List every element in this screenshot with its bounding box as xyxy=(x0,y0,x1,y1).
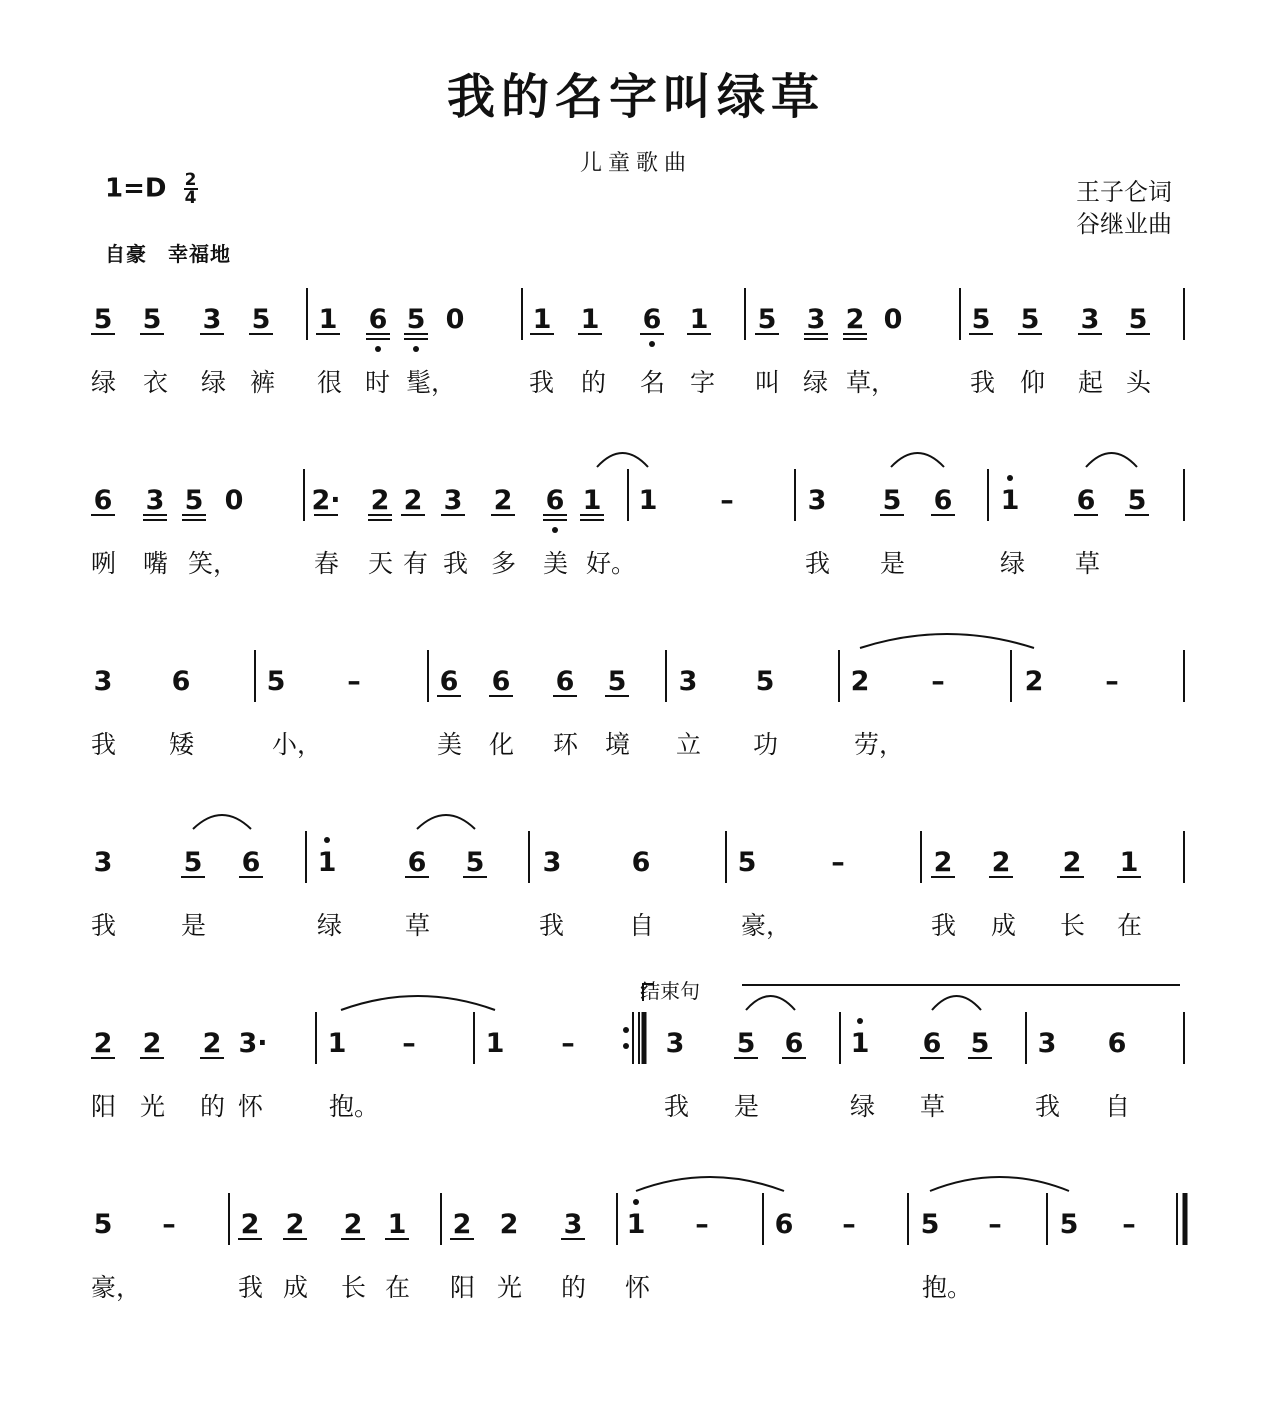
lyric-char: 抱。 xyxy=(922,1273,973,1302)
note-1: 1 xyxy=(485,1028,505,1059)
lyric-char: 立 xyxy=(676,730,702,759)
time-signature-top: 2 xyxy=(184,170,197,190)
low-octave-dot xyxy=(552,527,558,533)
lyric-char: 草 xyxy=(920,1092,946,1121)
lyric-char: 名 xyxy=(640,368,666,397)
lyric-char: 绿 xyxy=(91,368,117,397)
ending-label: 结束句 xyxy=(640,979,700,1003)
lyric-char: 头 xyxy=(1126,368,1152,397)
lyric-char: 衣 xyxy=(143,368,169,397)
note-2: 2 xyxy=(93,1028,113,1059)
lyric-char: 草， xyxy=(846,368,897,397)
note-1: 1 xyxy=(318,304,338,335)
note-2: 2 xyxy=(370,485,390,516)
lyric-char: 阳 xyxy=(450,1273,476,1302)
lyric-char: 仰 xyxy=(1020,368,1046,397)
lyric-char: 美 xyxy=(543,549,569,578)
note-2: 2 xyxy=(1024,666,1044,697)
time-signature-bottom: 4 xyxy=(184,188,197,208)
note-6: 6 xyxy=(933,485,953,516)
high-octave-dot xyxy=(857,1018,863,1024)
note-5: 5 xyxy=(1127,485,1147,516)
note-3: 3 xyxy=(443,485,463,516)
note-2: 2 xyxy=(845,304,865,335)
note-1: 1 xyxy=(638,485,658,516)
lyric-char: 怀 xyxy=(625,1273,651,1302)
lyric-char: 咧 xyxy=(91,549,117,578)
lyric-char: 绿 xyxy=(317,911,343,940)
note-6: 6 xyxy=(407,847,427,878)
note-5: 5 xyxy=(266,666,286,697)
note-5: 5 xyxy=(184,485,204,516)
note-3: 3 xyxy=(202,304,222,335)
note-3: 3 xyxy=(145,485,165,516)
slur xyxy=(417,815,475,829)
note-3: 3 xyxy=(93,666,113,697)
note-2: 2 xyxy=(991,847,1011,878)
lyric-char: 有 xyxy=(403,549,429,578)
tempo-marking: 自豪 幸福地 xyxy=(105,242,231,266)
lyric-char: 字 xyxy=(690,368,716,397)
lyric-char: 光 xyxy=(140,1092,166,1121)
note-6: 6 xyxy=(439,666,459,697)
lyric-char: 我 xyxy=(539,911,565,940)
note-6: 6 xyxy=(368,304,388,335)
note-1: 1 xyxy=(387,1209,407,1240)
note-2: 2 xyxy=(240,1209,260,1240)
note-5: 5 xyxy=(93,1209,113,1240)
note-dash: – xyxy=(1105,666,1119,697)
note-1: 1 xyxy=(850,1028,870,1059)
note-0: 0 xyxy=(883,304,903,335)
lyric-char: 我 xyxy=(805,549,831,578)
high-octave-dot xyxy=(633,1199,639,1205)
note-6: 6 xyxy=(241,847,261,878)
lyric-char: 我 xyxy=(91,911,117,940)
lyric-char: 春 xyxy=(314,549,340,578)
lyric-char: 我 xyxy=(443,549,469,578)
lyric-char: 阳 xyxy=(91,1092,117,1121)
note-6: 6 xyxy=(545,485,565,516)
note-6: 6 xyxy=(1076,485,1096,516)
note-dash: – xyxy=(695,1209,709,1240)
note-5: 5 xyxy=(1020,304,1040,335)
slur xyxy=(636,1177,784,1191)
note-dash: – xyxy=(720,485,734,516)
note-2: 2 xyxy=(493,485,513,516)
lyric-char: 我 xyxy=(1035,1092,1061,1121)
note-5: 5 xyxy=(1128,304,1148,335)
note-dash: – xyxy=(347,666,361,697)
lyric-char: 时 xyxy=(365,368,391,397)
lyric-char: 小， xyxy=(272,730,323,759)
slur xyxy=(891,453,944,467)
note-1: 1 xyxy=(317,847,337,878)
lyric-char: 我 xyxy=(529,368,555,397)
slur xyxy=(193,815,251,829)
lyric-char: 绿 xyxy=(803,368,829,397)
lyric-char: 抱。 xyxy=(329,1092,380,1121)
lyric-char: 我 xyxy=(91,730,117,759)
lyric-char: 的 xyxy=(200,1092,226,1121)
note-2: 2 xyxy=(933,847,953,878)
note-6: 6 xyxy=(555,666,575,697)
note-dash: – xyxy=(931,666,945,697)
lyric-char: 髦， xyxy=(406,368,457,397)
note-3: 3 xyxy=(1037,1028,1057,1059)
lyric-char: 成 xyxy=(991,911,1017,940)
note-6: 6 xyxy=(93,485,113,516)
note-3: 3 xyxy=(563,1209,583,1240)
slur xyxy=(930,1177,1069,1191)
lyric-char: 功 xyxy=(753,730,779,759)
lyric-char: 劳， xyxy=(854,730,905,759)
note-3: 3 xyxy=(807,485,827,516)
note-5: 5 xyxy=(93,304,113,335)
lyric-char: 自 xyxy=(629,911,655,940)
note-1: 1 xyxy=(580,304,600,335)
note-2·: 2· xyxy=(311,485,341,516)
note-1: 1 xyxy=(582,485,602,516)
note-3·: 3· xyxy=(238,1028,268,1059)
note-5: 5 xyxy=(736,1028,756,1059)
lyric-char: 境 xyxy=(605,730,631,759)
note-dash: – xyxy=(561,1028,575,1059)
note-dash: – xyxy=(162,1209,176,1240)
note-3: 3 xyxy=(678,666,698,697)
lyric-char: 笑， xyxy=(188,549,239,578)
note-6: 6 xyxy=(631,847,651,878)
lyric-char: 矮 xyxy=(169,730,195,759)
lyric-char: 草 xyxy=(1075,549,1101,578)
lyric-char: 是 xyxy=(181,911,207,940)
lyric-char: 天 xyxy=(368,549,394,578)
lyric-char: 绿 xyxy=(201,368,227,397)
lyric-char: 长 xyxy=(1060,911,1086,940)
lyric-char: 在 xyxy=(1117,911,1143,940)
note-6: 6 xyxy=(774,1209,794,1240)
slur xyxy=(932,996,981,1010)
slur xyxy=(746,996,795,1010)
lyric-char: 怀 xyxy=(238,1092,264,1121)
lyric-char: 是 xyxy=(734,1092,760,1121)
note-5: 5 xyxy=(755,666,775,697)
key-label: 1=D xyxy=(105,173,167,204)
low-octave-dot xyxy=(649,341,655,347)
note-5: 5 xyxy=(920,1209,940,1240)
note-1: 1 xyxy=(689,304,709,335)
lyric-char: 裤 xyxy=(250,368,276,397)
note-3: 3 xyxy=(1080,304,1100,335)
note-6: 6 xyxy=(491,666,511,697)
repeat-dot xyxy=(623,1043,629,1049)
lyric-char: 多 xyxy=(491,549,517,578)
composer: 谷继业曲 xyxy=(1076,210,1172,238)
slur xyxy=(597,453,648,467)
note-6: 6 xyxy=(642,304,662,335)
note-5: 5 xyxy=(465,847,485,878)
lyric-char: 是 xyxy=(880,549,906,578)
lyric-char: 化 xyxy=(489,730,515,759)
note-1: 1 xyxy=(532,304,552,335)
low-octave-dot xyxy=(375,346,381,352)
note-5: 5 xyxy=(142,304,162,335)
lyric-char: 我 xyxy=(664,1092,690,1121)
note-dash: – xyxy=(1122,1209,1136,1240)
note-5: 5 xyxy=(757,304,777,335)
lyric-char: 豪， xyxy=(741,911,792,940)
lyric-char: 环 xyxy=(553,730,579,759)
note-0: 0 xyxy=(224,485,244,516)
high-octave-dot xyxy=(1007,475,1013,481)
lyric-char: 长 xyxy=(341,1273,367,1302)
lyricist: 王子仑词 xyxy=(1076,178,1172,206)
note-dash: – xyxy=(842,1209,856,1240)
note-5: 5 xyxy=(1059,1209,1079,1240)
song-title: 我的名字叫绿草 xyxy=(446,69,825,125)
slur xyxy=(860,634,1034,648)
lyric-char: 豪， xyxy=(91,1273,142,1302)
lyric-char: 叫 xyxy=(755,368,781,397)
note-2: 2 xyxy=(202,1028,222,1059)
note-dash: – xyxy=(831,847,845,878)
note-2: 2 xyxy=(499,1209,519,1240)
note-2: 2 xyxy=(285,1209,305,1240)
note-1: 1 xyxy=(1000,485,1020,516)
note-1: 1 xyxy=(626,1209,646,1240)
note-2: 2 xyxy=(343,1209,363,1240)
lyric-char: 在 xyxy=(385,1273,411,1302)
lyric-char: 我 xyxy=(931,911,957,940)
lyric-char: 很 xyxy=(317,368,343,397)
note-5: 5 xyxy=(737,847,757,878)
lyric-char: 绿 xyxy=(1000,549,1026,578)
note-2: 2 xyxy=(403,485,423,516)
note-3: 3 xyxy=(665,1028,685,1059)
note-2: 2 xyxy=(1062,847,1082,878)
note-2: 2 xyxy=(142,1028,162,1059)
lyric-char: 好。 xyxy=(586,549,637,578)
lyric-char: 的 xyxy=(561,1273,587,1302)
lyric-char: 绿 xyxy=(850,1092,876,1121)
note-dash: – xyxy=(988,1209,1002,1240)
note-3: 3 xyxy=(542,847,562,878)
lyric-char: 我 xyxy=(238,1273,264,1302)
note-6: 6 xyxy=(922,1028,942,1059)
note-5: 5 xyxy=(406,304,426,335)
lyric-char: 嘴 xyxy=(143,549,169,578)
note-5: 5 xyxy=(251,304,271,335)
note-5: 5 xyxy=(970,1028,990,1059)
lyric-char: 光 xyxy=(497,1273,523,1302)
note-6: 6 xyxy=(171,666,191,697)
lyric-char: 美 xyxy=(437,730,463,759)
note-5: 5 xyxy=(607,666,627,697)
lyric-char: 成 xyxy=(283,1273,309,1302)
note-0: 0 xyxy=(445,304,465,335)
note-1: 1 xyxy=(1119,847,1139,878)
low-octave-dot xyxy=(413,346,419,352)
note-5: 5 xyxy=(183,847,203,878)
note-5: 5 xyxy=(971,304,991,335)
lyric-char: 草 xyxy=(405,911,431,940)
lyric-char: 起 xyxy=(1078,368,1104,397)
slur xyxy=(1086,453,1137,467)
lyric-char: 我 xyxy=(970,368,996,397)
note-1: 1 xyxy=(327,1028,347,1059)
note-3: 3 xyxy=(93,847,113,878)
slur xyxy=(341,996,495,1010)
note-dash: – xyxy=(402,1028,416,1059)
lyric-char: 自 xyxy=(1105,1092,1131,1121)
note-2: 2 xyxy=(452,1209,472,1240)
lyric-char: 的 xyxy=(581,368,607,397)
ending-line xyxy=(742,984,1180,986)
note-5: 5 xyxy=(882,485,902,516)
note-6: 6 xyxy=(1107,1028,1127,1059)
note-2: 2 xyxy=(850,666,870,697)
note-3: 3 xyxy=(806,304,826,335)
high-octave-dot xyxy=(324,837,330,843)
repeat-dot xyxy=(623,1027,629,1033)
note-6: 6 xyxy=(784,1028,804,1059)
song-subtitle: 儿童歌曲 xyxy=(579,151,692,176)
